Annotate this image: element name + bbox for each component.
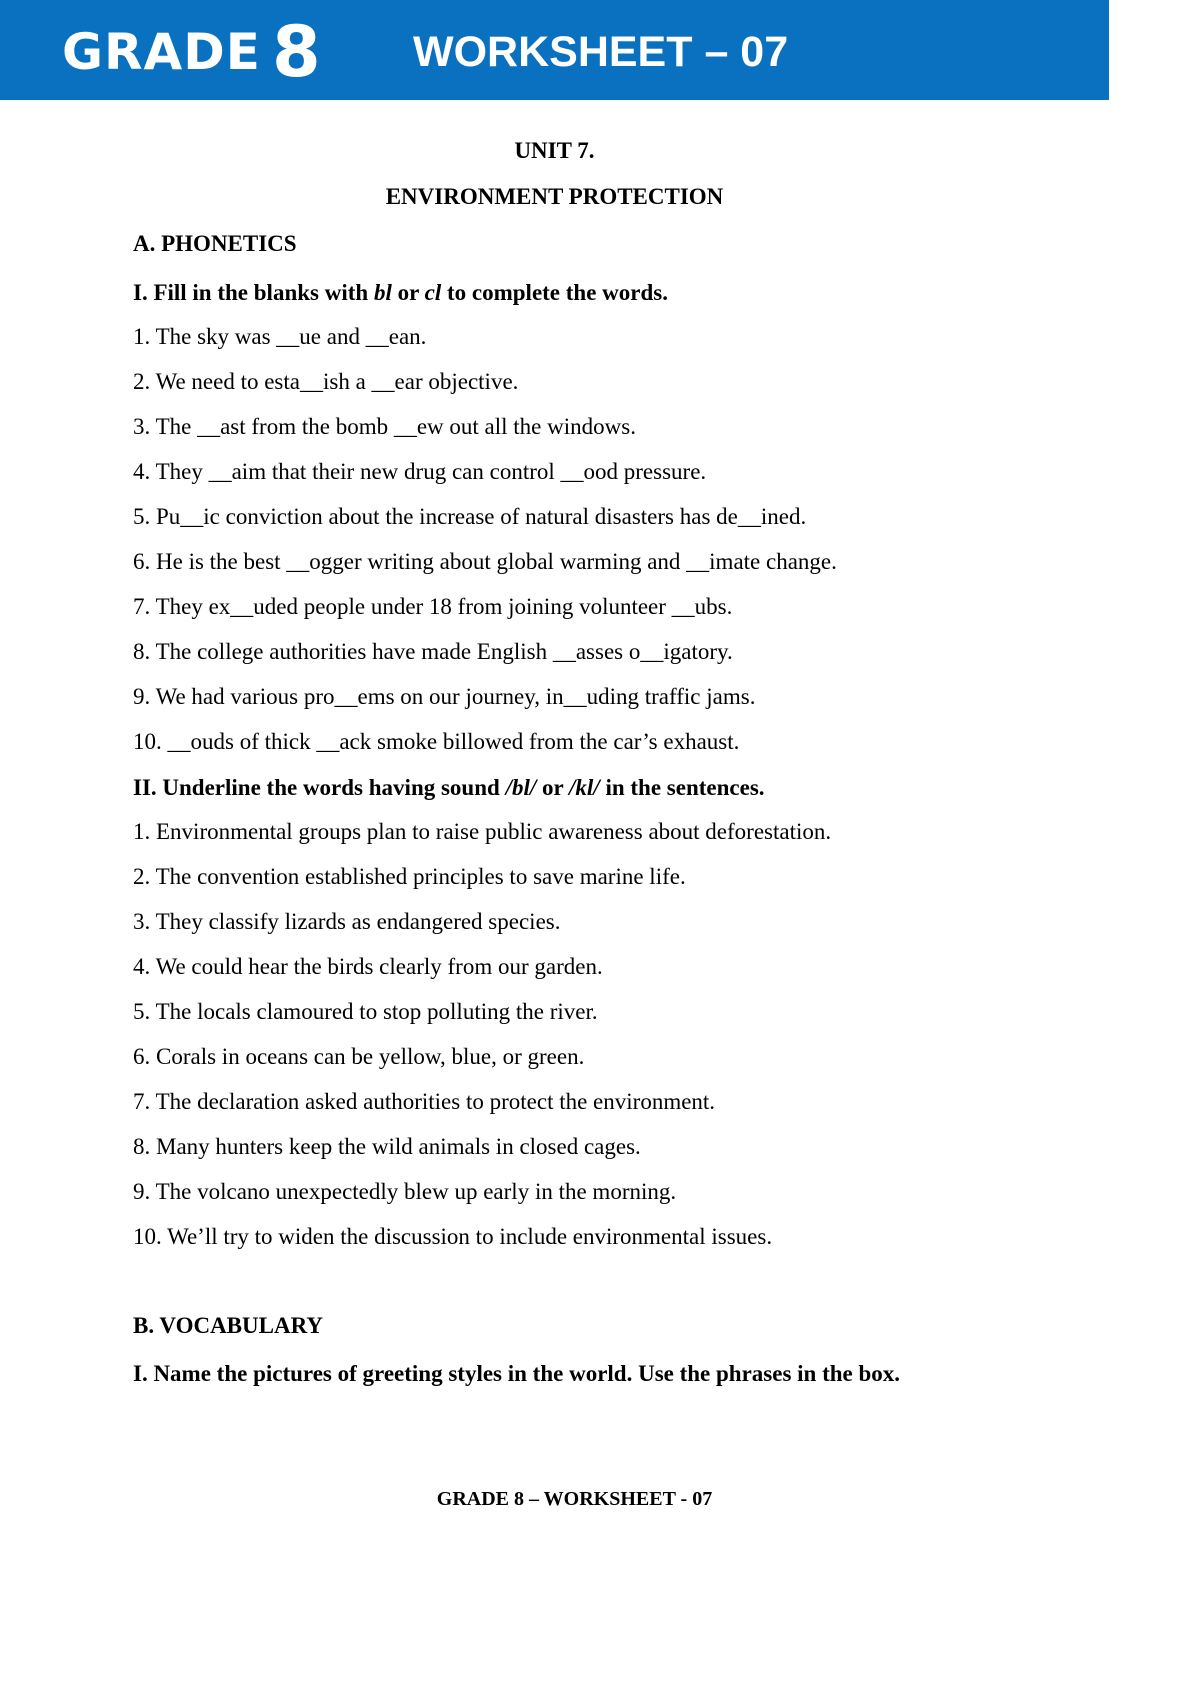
header-banner bbox=[0, 0, 1109, 100]
unit-title: ENVIRONMENT PROTECTION bbox=[385, 184, 724, 209]
exercise-1-item: 7. They ex__uded people under 18 from joining volunteer __ubs. bbox=[133, 594, 733, 619]
exercise-2-item: 5. The locals clamoured to stop polluting the river. bbox=[133, 999, 598, 1024]
exercise-2-instruction: II. Underline the words having sound /bl/ or /kl/ in the sentences. bbox=[133, 775, 765, 800]
exercise-1-item: 9. We had various pro__ems on our journey, in__uding traffic jams. bbox=[133, 684, 756, 709]
vocabulary-instruction: I. Name the pictures of greeting styles in the world. Use the phrases in the box. bbox=[133, 1361, 901, 1386]
exercise-2-item: 9. The volcano unexpectedly blew up early in the morning. bbox=[133, 1179, 677, 1204]
exercise-2-item: 1. Environmental groups plan to raise public awareness about deforestation. bbox=[133, 819, 832, 844]
exercise-1-item: 10. __ouds of thick __ack smoke billowed from the car’s exhaust. bbox=[133, 729, 740, 754]
exercise-2-item: 10. We’ll try to widen the discussion to include environmental issues. bbox=[133, 1224, 773, 1249]
section-a-heading: A. PHONETICS bbox=[133, 231, 297, 256]
unit-number: UNIT 7. bbox=[514, 138, 595, 163]
section-b-heading: B. VOCABULARY bbox=[133, 1313, 323, 1338]
banner-grade-word: GRADE bbox=[62, 23, 261, 81]
exercise-2-item: 3. They classify lizards as endangered species. bbox=[133, 909, 561, 934]
exercise-2-item: 6. Corals in oceans can be yellow, blue, or green. bbox=[133, 1044, 585, 1069]
banner-grade-number: 8 bbox=[272, 11, 321, 93]
banner-worksheet-title: WORKSHEET – 07 bbox=[413, 28, 789, 76]
exercise-1-item: 4. They __aim that their new drug can control __ood pressure. bbox=[133, 459, 707, 484]
exercise-1-item: 5. Pu__ic conviction about the increase of natural disasters has de__ined. bbox=[133, 504, 807, 529]
exercise-2-item: 2. The convention established principles to save marine life. bbox=[133, 864, 686, 889]
exercise-1-item: 6. He is the best __ogger writing about global warming and __imate change. bbox=[133, 549, 837, 574]
exercise-2-item: 8. Many hunters keep the wild animals in closed cages. bbox=[133, 1134, 641, 1159]
exercise-1-item: 3. The __ast from the bomb __ew out all the windows. bbox=[133, 414, 636, 439]
exercise-1-item: 2. We need to esta__ish a __ear objective. bbox=[133, 369, 519, 394]
exercise-2-item: 4. We could hear the birds clearly from our garden. bbox=[133, 954, 603, 979]
exercise-1-item: 1. The sky was __ue and __ean. bbox=[133, 324, 427, 349]
page-footer: GRADE 8 – WORKSHEET - 07 bbox=[436, 1488, 713, 1510]
exercise-1-instruction: I. Fill in the blanks with bl or cl to complete the words. bbox=[133, 280, 668, 305]
exercise-1-item: 8. The college authorities have made English __asses o__igatory. bbox=[133, 639, 733, 664]
exercise-2-item: 7. The declaration asked authorities to protect the environment. bbox=[133, 1089, 716, 1114]
